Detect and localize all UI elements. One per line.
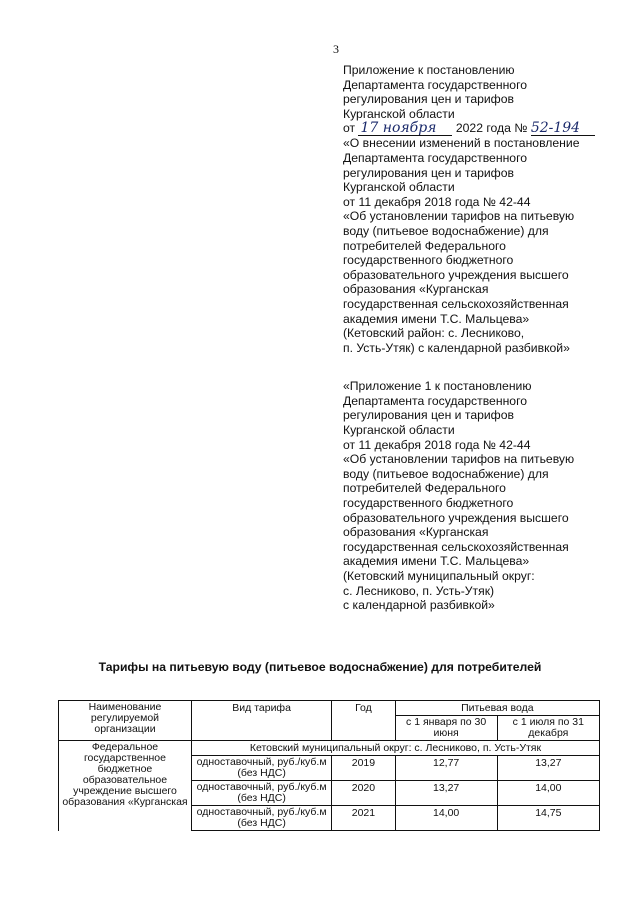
annex-line: образования «Курганская [343,282,489,297]
spacer [343,355,628,379]
annex-line: воду (питьевое водоснабжение) для [343,223,549,238]
table-header-row [59,701,600,716]
date-suffix: 2022 года № [455,121,528,136]
annex-line: государственного бюджетного [343,253,514,268]
annex-line: Курганской области [343,180,455,195]
annex-line: академия имени Т.С. Мальцева» [343,311,530,326]
annex-line: «Приложение 1 к постановлению [343,379,532,394]
annex-line: потребителей Федерального [343,481,506,496]
annex-header [343,63,628,613]
annex-line: «О внесении изменений в постановление [343,136,580,151]
annex-line: государственная сельскохозяйственная [343,296,569,311]
annex-line: (Кетовский район: с. Лесниково, [343,326,525,341]
annex-line: потребителей Федерального [343,238,506,253]
annex-line: «Об установлении тарифов на питьевую [343,452,575,467]
annex-line: от 11 декабря 2018 года № 42-44 [343,437,531,452]
annex-line: государственного бюджетного [343,496,514,511]
period2-value: 14,00 [497,781,599,806]
annex-line: с. Лесниково, п. Усть-Утяк) [343,583,495,598]
territory-cell: Кетовский муниципальный округ: с. Лесниково, п. Усть-Утяк [191,741,599,756]
annex-line: с календарной разбивкой» [343,598,495,613]
period1-value: 12,77 [395,756,497,781]
annex-line: регулирования цен и тарифов [343,408,514,423]
annex-line: Приложение к постановлению [343,63,515,77]
annex-line: образовательного учреждения высшего [343,510,569,525]
tariff-table [58,700,600,831]
period2-value: 13,27 [497,756,599,781]
year-cell: 2020 [332,781,395,806]
annex-line: Департамента государственного [343,77,528,92]
org-name-cell: Федеральное государственное бюджетное образовательное учреждение высшего образования «Курганская [59,741,192,831]
annex-line: академия имени Т.С. Мальцева» [343,554,530,569]
year-cell: 2019 [332,756,395,781]
annex-line: Департамента государственного [343,393,528,408]
date-prefix: от [343,121,356,136]
tariff-type-cell: одноставочный, руб./куб.м (без НДС) [191,781,331,806]
annex-line: воду (питьевое водоснабжение) для [343,466,549,481]
handwritten-number: 52-194 [531,122,595,136]
header-period-1: с 1 января по 30 июня [395,716,497,741]
annex-line: образования «Курганская [343,525,489,540]
page-number: 3 [333,42,339,56]
period1-value: 14,00 [395,806,497,831]
annex-line: государственная сельскохозяйственная [343,539,569,554]
tariff-type-cell: одноставочный, руб./куб.м (без НДС) [191,756,331,781]
annex-line: образовательного учреждения высшего [343,267,569,282]
header-type: Вид тарифа [191,701,331,741]
annex-line: от 11 декабря 2018 года № 42-44 [343,194,531,209]
header-period-2: с 1 июля по 31 декабря [497,716,599,741]
period1-value: 13,27 [395,781,497,806]
annex-line: (Кетовский муниципальный округ: [343,569,535,583]
period2-value: 14,75 [497,806,599,831]
annex-line: Департамента государственного [343,150,528,165]
year-cell: 2021 [332,806,395,831]
table-row [59,741,600,756]
tariff-type-cell: одноставочный, руб./куб.м (без НДС) [191,806,331,831]
annex-line: регулирования цен и тарифов [343,92,514,107]
header-org: Наименование регулируемой организации [59,701,192,741]
table-title: Тарифы на питьевую воду (питьевое водоснабжение) для потребителей [98,660,542,674]
header-year: Год [332,701,395,741]
annex-line: регулирования цен и тарифов [343,165,514,180]
annex-line: «Об установлении тарифов на питьевую [343,209,575,224]
header-group: Питьевая вода [395,701,599,716]
annex-line: п. Усть-Утяк) с календарной разбивкой» [343,340,570,355]
annex-line: Курганской области [343,423,455,438]
resolution-date-line [343,121,628,136]
handwritten-date: 17 ноября [358,122,452,136]
annex-line: Курганской области [343,106,455,121]
